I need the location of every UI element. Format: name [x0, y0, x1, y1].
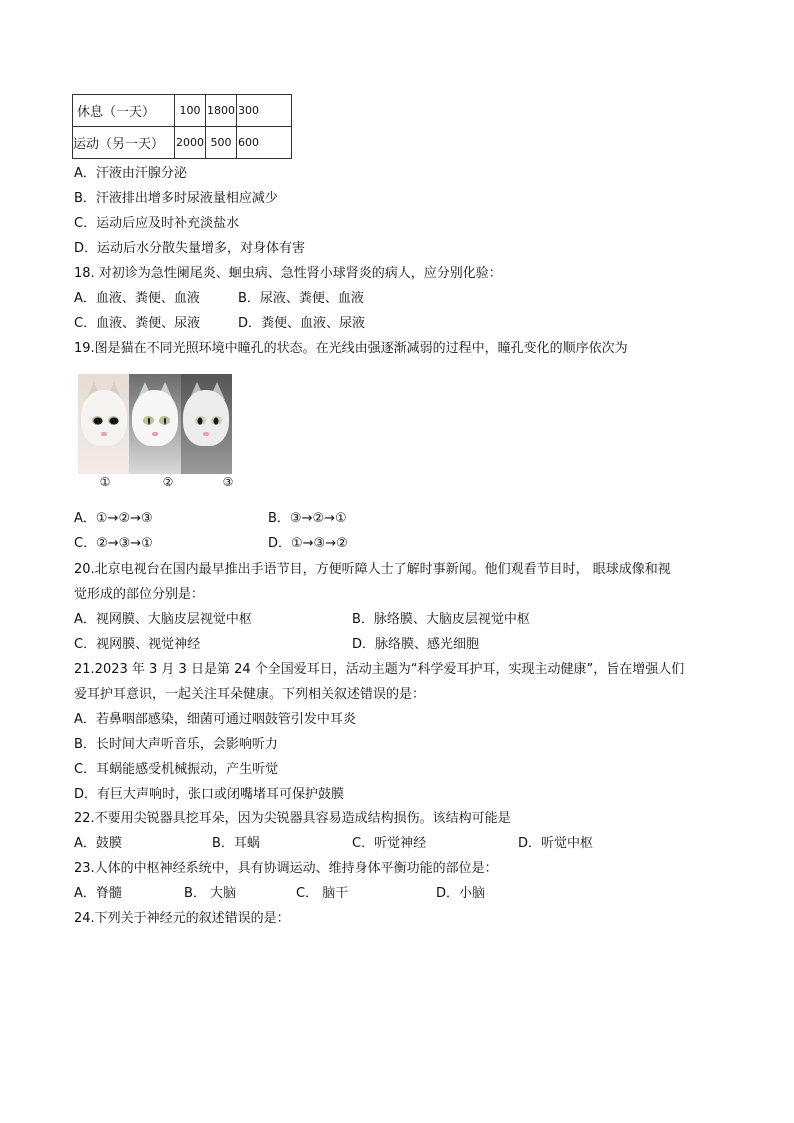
- cat-pupil-figure: [78, 374, 232, 474]
- q22-option-b: B．耳蜗: [212, 836, 260, 851]
- q18-stem: 18. 对初诊为急性阑尾炎、蛔虫病、急性肾小球肾炎的病人，应分别化验：: [74, 266, 502, 281]
- q20-option-c: C．视网膜、视觉神经: [74, 637, 201, 652]
- q21-option-c: C．耳蜗能感受机械振动，产生听觉: [74, 762, 279, 777]
- q18-option-b: B．尿液、粪便、血液: [238, 291, 364, 306]
- q17-option-d: D．运动后水分散失量增多，对身体有害: [74, 241, 306, 256]
- q23-option-a: A．脊髓: [74, 886, 122, 901]
- q19-stem: 19.图是猫在不同光照环境中瞳孔的状态。在光线由强逐渐减弱的过程中，瞳孔变化的顺序依次为: [74, 341, 628, 356]
- q23-option-d: D．小脑: [436, 886, 486, 901]
- q19-option-c: C．②→③→①: [74, 536, 153, 551]
- q22-stem: 22.不要用尖锐器具挖耳朵，因为尖锐器具容易造成结构损伤。该结构可能是: [74, 811, 511, 826]
- q22-option-d: D．听觉中枢: [518, 836, 594, 851]
- q21-option-a: A．若鼻咽部感染，细菌可通过咽鼓管引发中耳炎: [74, 712, 356, 727]
- q17-option-c: C．运动后应及时补充淡盐水: [74, 216, 240, 231]
- q20-option-b: B．脉络膜、大脑皮层视觉中枢: [352, 612, 530, 627]
- q23-option-c: C． 脑干: [296, 886, 349, 901]
- table-cell: 100: [175, 95, 206, 127]
- q19-option-a: A．①→②→③: [74, 511, 153, 526]
- table-row-label: 运动（另一天）: [73, 127, 175, 159]
- table-cell: 300: [237, 95, 292, 127]
- q23-stem: 23.人体的中枢神经系统中，具有协调运动、维持身体平衡功能的部位是：: [74, 861, 498, 876]
- q20-option-d: D．脉络膜、感光细胞: [352, 637, 480, 652]
- cat-photo-3: [181, 374, 232, 474]
- q20-stem-line1: 20.北京电视台在国内最早推出手语节目，方便听障人士了解时事新闻。他们观看节目时， 眼球成像和视: [74, 562, 671, 577]
- q18-option-a: A．血液、粪便、血液: [74, 291, 200, 306]
- q23-option-b: B． 大脑: [184, 886, 237, 901]
- q19-option-b: B．③→②→①: [268, 511, 347, 526]
- q21-stem-line1: 21.2023 年 3 月 3 日是第 24 个全国爱耳日，活动主题为“科学爱耳护耳，实现主动健康”，旨在增强人们: [74, 662, 685, 677]
- table-cell: 600: [237, 127, 292, 159]
- q24-stem: 24.下列关于神经元的叙述错误的是：: [74, 911, 290, 926]
- figure-caption-2: ②: [162, 475, 174, 489]
- q17-option-a: A．汗液由汗腺分泌: [74, 166, 187, 181]
- q20-option-a: A．视网膜、大脑皮层视觉中枢: [74, 612, 252, 627]
- figure-caption-1: ①: [99, 475, 111, 489]
- table-cell: 500: [206, 127, 237, 159]
- cat-photo-1: [78, 374, 129, 474]
- q18-option-c: C．血液、粪便、尿液: [74, 316, 201, 331]
- table-cell: 2000: [175, 127, 206, 159]
- data-table: [72, 94, 292, 159]
- q22-option-a: A．鼓膜: [74, 836, 122, 851]
- table-row: [73, 95, 292, 127]
- table-row: [73, 127, 292, 159]
- q19-option-d: D．①→③→②: [268, 536, 348, 551]
- q20-stem-line2: 觉形成的部位分别是：: [74, 587, 205, 602]
- q21-stem-line2: 爱耳护耳意识，一起关注耳朵健康。下列相关叙述错误的是：: [74, 687, 426, 702]
- figure-caption-3: ③: [222, 475, 234, 489]
- q22-option-c: C．听觉神经: [352, 836, 427, 851]
- table-row-label: 休息（一天）: [73, 95, 175, 127]
- table-cell: 1800: [206, 95, 237, 127]
- cat-photo-2: [129, 374, 180, 474]
- q18-option-d: D．粪便、血液、尿液: [238, 316, 366, 331]
- q21-option-d: D．有巨大声响时，张口或闭嘴堵耳可保护鼓膜: [74, 787, 345, 802]
- q17-option-b: B．汗液排出增多时尿液量相应减少: [74, 191, 278, 206]
- q21-option-b: B．长时间大声听音乐，会影响听力: [74, 737, 278, 752]
